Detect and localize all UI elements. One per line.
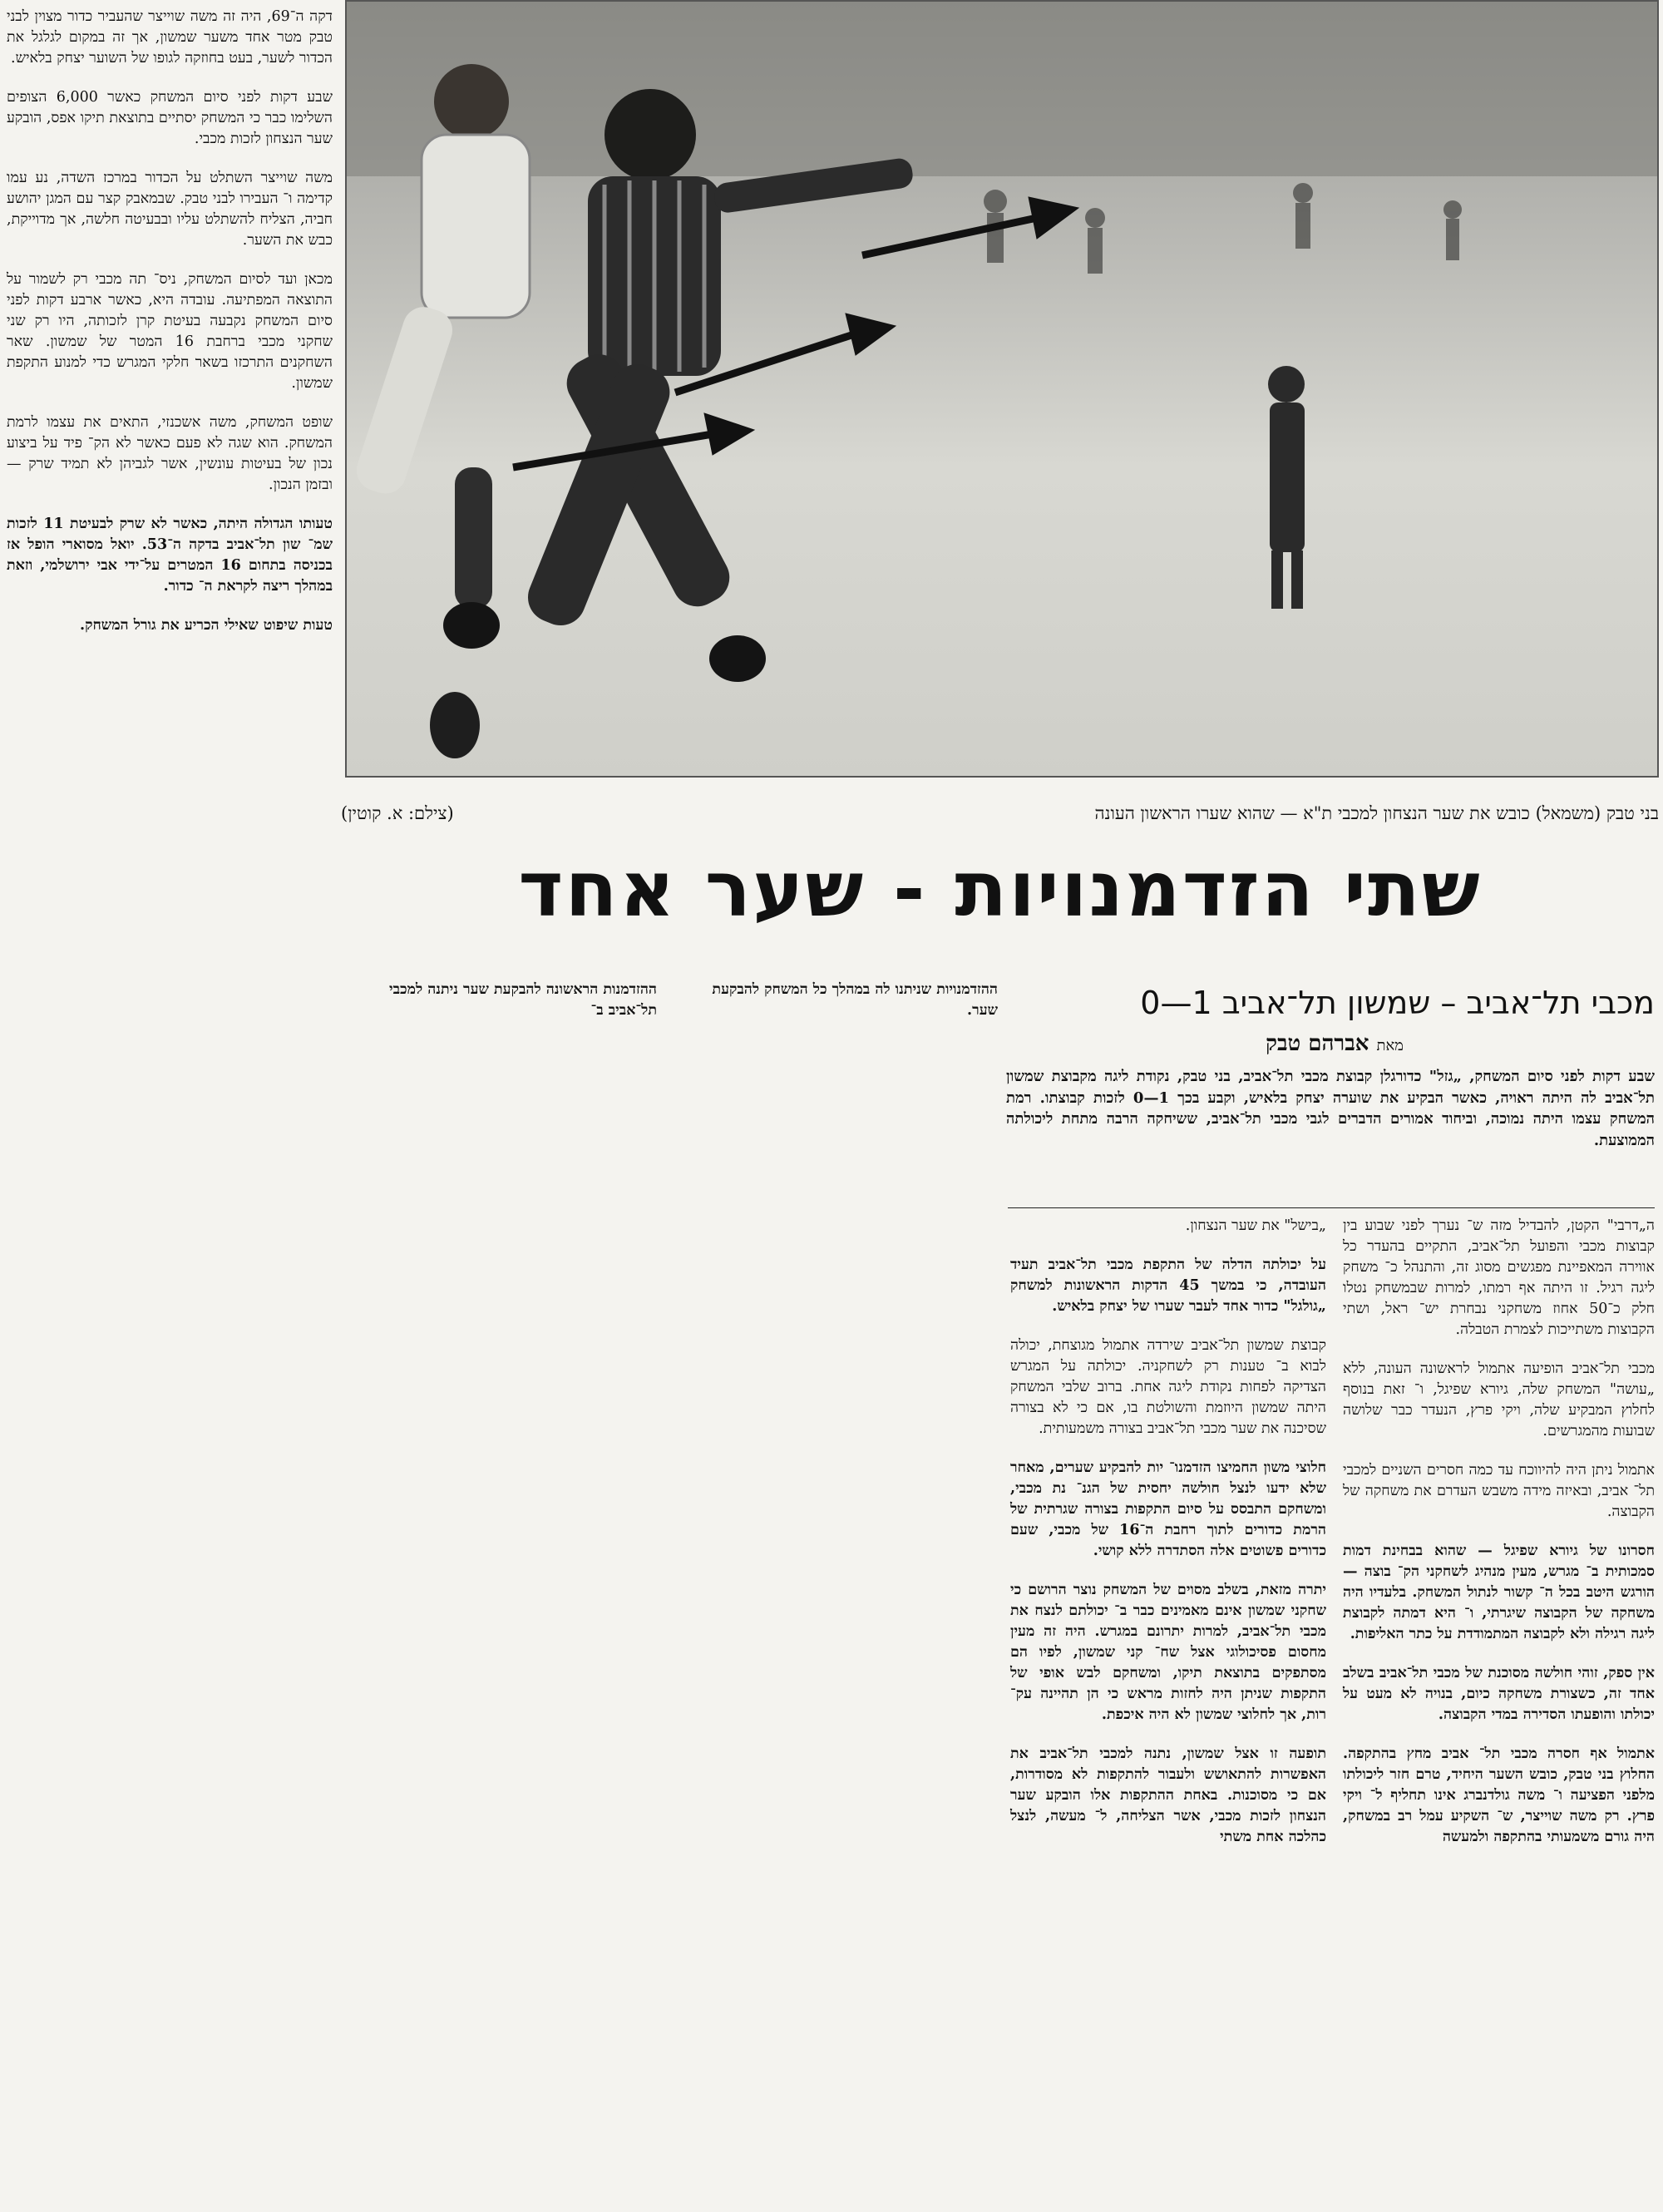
middle-paragraph: קבוצת שמשון תל־אביב שירדה אתמול מגוצחת, יכולה לבוא ב־ טענות רק לשחקניה. יכולתה על המגרש הצדיקה לפחות נקודת ליגה אחת. ברוב שלבי המשחק היתה שמשון היוזמת והשולטת בו, אם כי לא בצורה שסיכנה את שער מכבי תל־אביב בצורה משמעותית. (1010, 1337, 1326, 1437)
photo-credit: (צילם: א. קוטין) (341, 803, 454, 823)
byline-name: אברהם טבק (1266, 1031, 1369, 1056)
left-column (7, 7, 333, 654)
left-paragraph: טעות שיפוט שאילי הכריע את גורל המשחק. (79, 617, 333, 634)
lead-paragraph: שבע דקות לפני סיום המשחק, „גזל" כדורגלן קבוצת מכבי תל־אביב, בני טבק, נקודת ליגה מקבוצת שמשון תל־אביב לה היתה ראויה, כאשר הבקיע את שוערה יצחק בלאיש, וקבע בכך 1—0 לזכות קבוצתו. רמת המשחק עצמו היתה נמוכה, וביחוד אמורים הדברים לגבי מכבי תל־אביב, ששיחקה הרבה מתחת ליכולתה הממוצעת. (1006, 1068, 1655, 1149)
right-paragraph: אתמול ניתן היה להיווכח עד כמה חסרים השניים למכבי תל־ אביב, ובאיזה מידה משבש העדרם את משחקה של הקבוצה. (1343, 1462, 1655, 1520)
byline-prefix: מאת (1376, 1037, 1404, 1054)
right-paragraph: חסרונו של גיורא שפיגל — שהוא בבחינת דמות סמכותית ב־ מגרש, מעין מנהיג לשחקני הק־ בוצה — הורגש היטב בכל ה־ קשור לנתול המשחק. בלעדיו היה משחקה של הקבוצה שיגרתי, ו־ היא דמתה לקבוצת ליגה רגילה ולא לקבוצה המתמודדת על כתר האליפות. (1343, 1543, 1655, 1642)
match-subhead: מכבי תל־אביב – שמשון תל־אביב 1—0 (1140, 985, 1655, 1021)
right-paragraph: אין ספק, זוהי חולשה מסוכנת של מכבי תל־אביב בשלב אחד זה, כשצורת משחקה כיום, בנויה לא מעט על יכולתו והופעתו הסדירה במדי הקבוצה. (1343, 1665, 1655, 1723)
left-paragraph: מכאן ועד לסיום המשחק, ניס־ תה מכבי רק לשמור על התוצאה המפתיעה. עובדה היא, כאשר ארבע דקות לפני סיום המשחק נקבעה בעיטת קרן לזכותה, היו רק שני שחקני מכבי ברחבת 16 המטר של שמשון. שאר השחקנים התרכזו בשאר חלקי המגרש כדי למנוע התקפת שמשון. (7, 271, 333, 392)
left-paragraph: טעותו הגדולה היתה, כאשר לא שרק לבעיטת 11 לזכות שמ־ שון תל־אביב בדקה ה־53. יואל מסוארי הופל אז בכניסה בתחום 16 המטרים על־ידי אבי ירושלמי, וזאת במהלך ריצה לקראת ה־ כדור. (7, 516, 333, 595)
middle-column (1010, 1216, 1326, 1866)
left-paragraph: משה שוייצר השתלט על הכדור במרכז השדה, נע עמו קדימה ו־ העבירו לבני טבק. שבמאבק קצר עם המגן יהושע חביה, הצליח להשתלט עליו ובבעיטה חלשה, אך מדוייקת, כבש את השער. (7, 170, 333, 249)
left-paragraph: שופט המשחק, משה אשכנזי, התאים את עצמו לרמת המשחק. הוא שגה לא פעם כאשר לא הק־ פיד על ביצוע נכון של בעיטות עונשין, אשר לגביהן לא תמיד שרק — ובזמן הנכון. (7, 414, 333, 493)
middle-paragraph: חלוצי משון החמיצו הזדמנו־ יות להבקיע שערים, מאחר שלא ידעו לנצל חולשה יחסית של הגנ־ נת מכבי, ומשחקם התבסס על סיום התקפות בצורה שגרתית של הרמת כדורים לתוך רחבת ה־16 של מכבי, שעם כדורים פשוטים אלה הסתדרה ללא קושי. (1010, 1459, 1326, 1559)
photo-caption (341, 798, 1659, 828)
right-paragraph: ה„דרבי" הקטן, להבדיל מזה ש־ נערך לפני שבוע בין קבוצות מכבי והפועל תל־אביב, התקיים בהעדר כל אווירה המאפיינת מפגשים מסוג זה, והתנהל כ־ משחק ליגה רגיל. זו היתה אף רמתו, למרות שבמשחק נטלו חלק כ־50 אחוז משחקני נבחרת יש־ ראל, ושתי הקבוצות משתייכות לצמרת הטבלה. (1343, 1217, 1655, 1338)
caption-text: בני טבק (משמאל) כובש את שער הנצחון למכבי ת"א — שהוא שערו הראשון העונה (1094, 803, 1659, 823)
blurb-center: ההזדמנויות שניתנו לה במהלך כל המשחק להבקעת שער. (712, 981, 998, 1019)
column-divider (1008, 1207, 1655, 1208)
right-column (1343, 1216, 1655, 1866)
left-paragraph: שבע דקות לפני סיום המשחק כאשר 6,000 הצופים השלימו כבר כי המשחק יסתיים בתוצאת תיקו אפס, הובקע שער הנצחון לזכות מכבי. (7, 89, 333, 147)
middle-paragraph: תופעה זו אצל שמשון, נתנה למכבי תל־אביב את האפשרות להתאושש ולעבור להתקפות לא מסודרות, אם כי מסוכנות. באחת ההתקפות אלו הובקע שער הנצחון לזכות מכבי, אשר הצליחה, ל־ מעשה, לנצל כהלכה אחת משתי (1010, 1745, 1326, 1845)
byline (1014, 1027, 1655, 1060)
middle-paragraph: על יכולתה הדלה של התקפת מכבי תל־אביב תעיד העובדה, כי במשך 45 הדקות הראשונות למשחק „גולגל" כדור אחד לעבר שערו של יצחק בלאיש. (1010, 1257, 1326, 1315)
right-paragraph: מכבי תל־אביב הופיעה אתמול לראשונה העונה, ללא „עושה" המשחק שלה, גיורא שפיגל, ו־ זאת בנוסף לחלוץ המבקיע שלה, ויקי פרץ, הנעדר כבר שלושה שבועות מהמגרשים. (1343, 1360, 1655, 1439)
right-paragraph: אתמול אף חסרה מכבי תל־ אביב מחץ בהתקפה. החלוץ בני טבק, כובש השער היחיד, טרם חזר ליכולתו מלפני הפציעה ו־ משה גולדנברג אינו תחליף ל־ ויקי פרץ. רק משה שוייצר, ש־ השקיע עמל רב במשחק, היה גורם משמעותי בהתקפה ולמעשה (1343, 1745, 1655, 1845)
photo-illustration (347, 2, 1659, 778)
headline: שתי הזדמנויות - שער אחד (518, 845, 1482, 934)
middle-paragraph: יתרה מזאת, בשלב מסוים של המשחק נוצר הרושם כי שחקני שמשון אינם מאמינים כבר ב־ יכולתם לנצח את מכבי תל־אביב, למרות יתרונם במגרש. היה זה מעין מחסום פסיכולוגי אצל שח־ קני שמשון, לפיו הם מסתפקים בתוצאת תיקו, ומשחקם לבש אופי של התקפות שניתן היה לחזות מראש כי הן תהיינה עק־ רות, אך לחלוצי שמשון לא היה איכפת. (1010, 1582, 1326, 1723)
left-paragraph: דקה ה־69, היה זה משה שוייצר שהעביר כדור מצוין לבני טבק מטר אחד משער שמשון, אך זה במקום לגלגל את הכדור לשער, בעט בחוזקה לגופו של השוער יצחק בלאיש. (7, 8, 333, 67)
blurb-left: ההזדמנות הראשונה להבקעת שער ניתנה למכבי תל־אביב ב־ (389, 981, 657, 1019)
match-photo (345, 0, 1659, 778)
middle-paragraph: „בישל" את שער הנצחון. (1185, 1217, 1326, 1234)
